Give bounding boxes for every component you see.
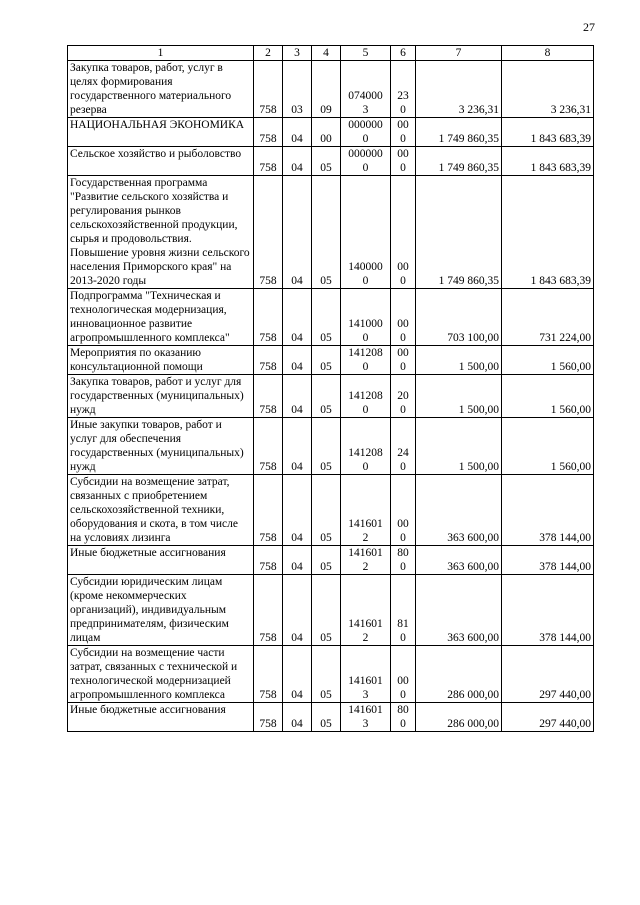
row-target-article [341, 418, 391, 475]
row-subsection: 05 [312, 475, 341, 546]
row-amount-year2: 378 144,00 [502, 546, 594, 575]
row-expense-type [391, 418, 416, 475]
row-subsection: 05 [312, 346, 341, 375]
header-col-4: 4 [312, 46, 341, 61]
expense-type-part1: 00 [397, 261, 409, 273]
row-target-article [341, 176, 391, 289]
expense-type-part2: 0 [400, 404, 406, 416]
expense-type-part1: 80 [397, 547, 409, 559]
expense-type-part1: 23 [397, 90, 409, 102]
target-article-part1: 000000 [348, 119, 383, 131]
row-section: 04 [283, 475, 312, 546]
row-amount-year1: 1 749 860,35 [416, 176, 502, 289]
expense-type-part2: 0 [400, 133, 406, 145]
expense-type-part1: 80 [397, 704, 409, 716]
table-row [68, 646, 594, 703]
page-number: 27 [583, 20, 595, 34]
row-target-article [341, 575, 391, 646]
row-target-article [341, 703, 391, 732]
row-target-article [341, 646, 391, 703]
row-name: Мероприятия по оказанию консультационной помощи [68, 346, 254, 375]
row-subsection: 05 [312, 147, 341, 176]
row-expense-type [391, 475, 416, 546]
table-row [68, 61, 594, 118]
header-row [68, 46, 594, 61]
expense-type-part1: 00 [397, 318, 409, 330]
header-col-7: 7 [416, 46, 502, 61]
table-row [68, 575, 594, 646]
row-subsection: 05 [312, 418, 341, 475]
row-name: Иные закупки товаров, работ и услуг для обеспечения государственных (муниципальных) нужд [68, 418, 254, 475]
row-amount-year2: 1 843 683,39 [502, 147, 594, 176]
row-admin-code: 758 [254, 118, 283, 147]
table-row [68, 176, 594, 289]
row-subsection: 05 [312, 703, 341, 732]
row-target-article [341, 546, 391, 575]
row-section: 04 [283, 289, 312, 346]
expense-type-part1: 00 [397, 148, 409, 160]
target-article-part2: 0 [362, 133, 369, 145]
expense-type-part2: 0 [400, 332, 406, 344]
table-row [68, 375, 594, 418]
target-article-part2: 0 [362, 162, 369, 174]
row-target-article [341, 61, 391, 118]
table-row [68, 118, 594, 147]
expense-type-part1: 20 [397, 390, 409, 402]
row-amount-year1: 363 600,00 [416, 475, 502, 546]
row-subsection: 05 [312, 646, 341, 703]
row-subsection: 05 [312, 575, 341, 646]
row-target-article [341, 346, 391, 375]
table-row [68, 546, 594, 575]
row-amount-year1: 1 500,00 [416, 346, 502, 375]
row-amount-year2: 731 224,00 [502, 289, 594, 346]
row-admin-code: 758 [254, 176, 283, 289]
row-expense-type [391, 546, 416, 575]
row-subsection: 05 [312, 375, 341, 418]
table-row [68, 475, 594, 546]
target-article-part1: 000000 [348, 148, 383, 160]
target-article-part2: 2 [362, 561, 369, 573]
row-section: 04 [283, 418, 312, 475]
row-expense-type [391, 346, 416, 375]
row-amount-year2: 378 144,00 [502, 575, 594, 646]
expense-type-part2: 0 [400, 461, 406, 473]
row-amount-year1: 363 600,00 [416, 546, 502, 575]
row-admin-code: 758 [254, 575, 283, 646]
row-target-article [341, 118, 391, 147]
row-expense-type [391, 147, 416, 176]
row-name: Субсидии на возмещение затрат, связанных с приобретением сельскохозяйственной техники, оборудования и скота, в том числе на условиях лизинга [68, 475, 254, 546]
expense-type-part2: 0 [400, 162, 406, 174]
row-expense-type [391, 646, 416, 703]
expense-type-part2: 0 [400, 104, 406, 116]
row-target-article [341, 289, 391, 346]
row-admin-code: 758 [254, 418, 283, 475]
expense-type-part1: 00 [397, 119, 409, 131]
row-section: 04 [283, 147, 312, 176]
row-amount-year1: 286 000,00 [416, 646, 502, 703]
target-article-part1: 141208 [348, 447, 383, 459]
row-expense-type [391, 118, 416, 147]
row-name: Закупка товаров, работ, услуг в целях формирования государственного материального резерва [68, 61, 254, 118]
row-subsection: 09 [312, 61, 341, 118]
table-row [68, 289, 594, 346]
target-article-part1: 141208 [348, 390, 383, 402]
target-article-part2: 2 [362, 632, 369, 644]
row-section: 04 [283, 118, 312, 147]
row-section: 03 [283, 61, 312, 118]
expense-type-part2: 0 [400, 361, 406, 373]
expense-type-part2: 0 [400, 275, 406, 287]
row-name: Сельское хозяйство и рыболовство [68, 147, 254, 176]
row-section: 04 [283, 546, 312, 575]
row-expense-type [391, 176, 416, 289]
row-section: 04 [283, 646, 312, 703]
target-article-part2: 0 [362, 461, 369, 473]
row-amount-year2: 1 560,00 [502, 346, 594, 375]
row-subsection: 05 [312, 289, 341, 346]
row-admin-code: 758 [254, 375, 283, 418]
row-subsection: 05 [312, 546, 341, 575]
row-section: 04 [283, 703, 312, 732]
header-col-3: 3 [283, 46, 312, 61]
target-article-part1: 141601 [348, 675, 383, 687]
row-amount-year2: 297 440,00 [502, 646, 594, 703]
table-row [68, 346, 594, 375]
expense-type-part1: 00 [397, 347, 409, 359]
row-target-article [341, 375, 391, 418]
header-col-1: 1 [68, 46, 254, 61]
row-admin-code: 758 [254, 546, 283, 575]
row-amount-year1: 1 749 860,35 [416, 118, 502, 147]
target-article-part2: 3 [362, 689, 369, 701]
row-admin-code: 758 [254, 646, 283, 703]
row-amount-year2: 1 560,00 [502, 418, 594, 475]
target-article-part2: 0 [362, 404, 369, 416]
row-name: Иные бюджетные ассигнования [68, 546, 254, 575]
row-admin-code: 758 [254, 289, 283, 346]
row-name: Субсидии юридическим лицам (кроме некоммерческих организаций), индивидуальным предпринимателям, физическим лицам [68, 575, 254, 646]
row-section: 04 [283, 575, 312, 646]
row-expense-type [391, 575, 416, 646]
budget-table [67, 45, 594, 732]
table-header [68, 46, 594, 61]
target-article-part2: 0 [362, 275, 369, 287]
expense-type-part2: 0 [400, 561, 406, 573]
expense-type-part2: 0 [400, 632, 406, 644]
row-expense-type [391, 289, 416, 346]
target-article-part1: 141601 [348, 518, 383, 530]
target-article-part2: 3 [362, 718, 369, 730]
row-admin-code: 758 [254, 475, 283, 546]
row-amount-year2: 1 843 683,39 [502, 118, 594, 147]
row-amount-year2: 1 560,00 [502, 375, 594, 418]
expense-type-part1: 00 [397, 518, 409, 530]
row-admin-code: 758 [254, 61, 283, 118]
table-row [68, 418, 594, 475]
row-admin-code: 758 [254, 346, 283, 375]
row-amount-year1: 363 600,00 [416, 575, 502, 646]
row-name: Закупка товаров, работ и услуг для государственных (муниципальных) нужд [68, 375, 254, 418]
expense-type-part1: 00 [397, 675, 409, 687]
expense-type-part2: 0 [400, 718, 406, 730]
row-name: Подпрограмма "Техническая и технологическая модернизация, инновационное развитие агропромышленного комплекса" [68, 289, 254, 346]
target-article-part1: 141208 [348, 347, 383, 359]
row-name: Субсидии на возмещение части затрат, связанных с технической и технологической модернизацией агропромышленного комплекса [68, 646, 254, 703]
expense-type-part2: 0 [400, 532, 406, 544]
row-name: Государственная программа "Развитие сельского хозяйства и регулирования рынков сельскохозяйственной продукции, сырья и продовольствия. Повышение уровня жизни сельского населения Приморского края" на 2013-2020 годы [68, 176, 254, 289]
row-amount-year1: 703 100,00 [416, 289, 502, 346]
target-article-part2: 0 [362, 332, 369, 344]
header-col-5: 5 [341, 46, 391, 61]
table-body [68, 61, 594, 732]
table-row [68, 147, 594, 176]
table-row [68, 703, 594, 732]
target-article-part1: 141601 [348, 618, 383, 630]
row-expense-type [391, 375, 416, 418]
row-amount-year2: 297 440,00 [502, 703, 594, 732]
expense-type-part1: 81 [397, 618, 409, 630]
header-col-2: 2 [254, 46, 283, 61]
target-article-part1: 141000 [348, 318, 383, 330]
row-expense-type [391, 61, 416, 118]
target-article-part1: 140000 [348, 261, 383, 273]
row-expense-type [391, 703, 416, 732]
row-admin-code: 758 [254, 147, 283, 176]
row-amount-year2: 3 236,31 [502, 61, 594, 118]
row-subsection: 05 [312, 176, 341, 289]
row-amount-year2: 378 144,00 [502, 475, 594, 546]
target-article-part1: 074000 [348, 90, 383, 102]
row-amount-year1: 1 500,00 [416, 375, 502, 418]
expense-type-part2: 0 [400, 689, 406, 701]
expense-type-part1: 24 [397, 447, 409, 459]
row-amount-year2: 1 843 683,39 [502, 176, 594, 289]
row-amount-year1: 3 236,31 [416, 61, 502, 118]
header-col-6: 6 [391, 46, 416, 61]
row-target-article [341, 147, 391, 176]
row-amount-year1: 1 749 860,35 [416, 147, 502, 176]
row-section: 04 [283, 375, 312, 418]
row-target-article [341, 475, 391, 546]
row-section: 04 [283, 346, 312, 375]
row-amount-year1: 1 500,00 [416, 418, 502, 475]
row-section: 04 [283, 176, 312, 289]
target-article-part2: 0 [362, 361, 369, 373]
target-article-part1: 141601 [348, 547, 383, 559]
row-subsection: 00 [312, 118, 341, 147]
row-admin-code: 758 [254, 703, 283, 732]
row-name: Иные бюджетные ассигнования [68, 703, 254, 732]
row-name: НАЦИОНАЛЬНАЯ ЭКОНОМИКА [68, 118, 254, 147]
target-article-part2: 3 [362, 104, 369, 116]
header-col-8: 8 [502, 46, 594, 61]
target-article-part1: 141601 [348, 704, 383, 716]
row-amount-year1: 286 000,00 [416, 703, 502, 732]
target-article-part2: 2 [362, 532, 369, 544]
